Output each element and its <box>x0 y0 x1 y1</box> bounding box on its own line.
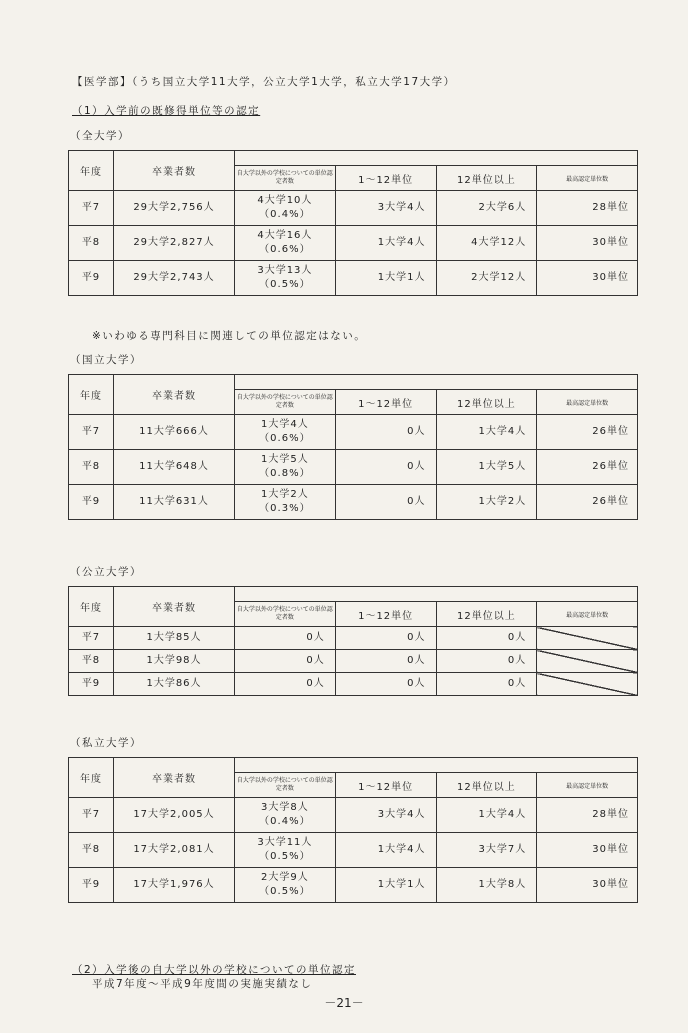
header-max-units: 最高認定単位数 <box>537 390 638 415</box>
cell-range-12-plus: 1大学2人 <box>436 485 537 520</box>
header-recognized: 自大学以外の学校についての単位認定者数 <box>235 166 336 191</box>
cell-range-1-12: 0人 <box>335 673 436 696</box>
cell-max-units: 30単位 <box>537 226 638 261</box>
cell-range-1-12: 3大学4人 <box>335 191 436 226</box>
cell-year: 平8 <box>69 226 114 261</box>
cell-recognized: 3大学13人 （0.5%） <box>235 261 336 296</box>
cell-year: 平8 <box>69 650 114 673</box>
table <box>68 586 638 696</box>
header-range-1-12: 1～12単位 <box>335 773 436 798</box>
cell-range-1-12: 1大学4人 <box>335 226 436 261</box>
table-row <box>69 868 638 903</box>
header-range-12-plus: 12単位以上 <box>436 773 537 798</box>
cell-graduates: 29大学2,827人 <box>114 226 235 261</box>
table <box>68 374 638 520</box>
cell-graduates: 29大学2,743人 <box>114 261 235 296</box>
group-label-private: （私立大学） <box>70 737 142 749</box>
cell-range-12-plus: 2大学6人 <box>436 191 537 226</box>
cell-max-units: 30単位 <box>537 868 638 903</box>
table-national-universities <box>68 374 638 520</box>
section-2-text: 平成7年度～平成9年度間の実施実績なし <box>92 978 313 990</box>
group-label-national: （国立大学） <box>70 354 142 366</box>
faculty-heading: 【医学部】（うち国立大学11大学，公立大学1大学，私立大学17大学） <box>72 76 456 88</box>
table-private-universities <box>68 757 638 903</box>
cell-graduates: 29大学2,756人 <box>114 191 235 226</box>
cell-year: 平7 <box>69 798 114 833</box>
cell-recognized: 2大学9人 （0.5%） <box>235 868 336 903</box>
cell-range-1-12: 1大学1人 <box>335 868 436 903</box>
header-recognized: 自大学以外の学校についての単位認定者数 <box>235 390 336 415</box>
cell-max-units: 30単位 <box>537 261 638 296</box>
header-graduates: 卒業者数 <box>114 151 235 191</box>
cell-range-12-plus: 1大学5人 <box>436 450 537 485</box>
table <box>68 757 638 903</box>
cell-range-1-12: 0人 <box>335 415 436 450</box>
note-text: ※いわゆる専門科目に関連しての単位認定はない。 <box>92 330 367 342</box>
table-row <box>69 191 638 226</box>
header-year: 年度 <box>69 587 114 627</box>
table <box>68 150 638 296</box>
cell-max-units: 26単位 <box>537 450 638 485</box>
page-number: －21－ <box>324 996 364 1010</box>
cell-recognized: 0人 <box>235 650 336 673</box>
cell-graduates: 17大学2,081人 <box>114 833 235 868</box>
cell-range-1-12: 1大学4人 <box>335 833 436 868</box>
table-row <box>69 226 638 261</box>
cell-recognized: 4大学16人 （0.6%） <box>235 226 336 261</box>
cell-year: 平9 <box>69 485 114 520</box>
header-year: 年度 <box>69 375 114 415</box>
table-public-universities <box>68 586 638 696</box>
table-all-universities <box>68 150 638 296</box>
cell-range-12-plus: 0人 <box>436 650 537 673</box>
table-row <box>69 650 638 673</box>
cell-graduates: 1大学85人 <box>114 627 235 650</box>
cell-range-1-12: 0人 <box>335 485 436 520</box>
cell-year: 平7 <box>69 415 114 450</box>
cell-range-1-12: 0人 <box>335 450 436 485</box>
cell-max-units: 26単位 <box>537 485 638 520</box>
header-graduates: 卒業者数 <box>114 375 235 415</box>
cell-range-12-plus: 4大学12人 <box>436 226 537 261</box>
cell-max-units: 28単位 <box>537 798 638 833</box>
table-row <box>69 798 638 833</box>
header-graduates: 卒業者数 <box>114 758 235 798</box>
table-row <box>69 415 638 450</box>
cell-range-12-plus: 0人 <box>436 627 537 650</box>
cell-max-units: 26単位 <box>537 415 638 450</box>
table-row <box>69 833 638 868</box>
cell-recognized: 3大学8人 （0.4%） <box>235 798 336 833</box>
cell-year: 平9 <box>69 868 114 903</box>
table-row <box>69 261 638 296</box>
cell-graduates: 11大学666人 <box>114 415 235 450</box>
table-row <box>69 485 638 520</box>
table-row <box>69 450 638 485</box>
cell-range-12-plus: 1大学8人 <box>436 868 537 903</box>
section-2-title: （2）入学後の自大学以外の学校についての単位認定 <box>72 964 356 976</box>
header-graduates: 卒業者数 <box>114 587 235 627</box>
header-range-1-12: 1～12単位 <box>335 390 436 415</box>
cell-max-units: 30単位 <box>537 833 638 868</box>
header-recognized: 自大学以外の学校についての単位認定者数 <box>235 773 336 798</box>
cell-max-units: 28単位 <box>537 191 638 226</box>
cell-year: 平8 <box>69 450 114 485</box>
cell-range-1-12: 0人 <box>335 650 436 673</box>
cell-max-units-empty <box>537 673 638 696</box>
cell-recognized: 1大学5人 （0.8%） <box>235 450 336 485</box>
table-row <box>69 627 638 650</box>
cell-range-12-plus: 0人 <box>436 673 537 696</box>
cell-max-units-empty <box>537 627 638 650</box>
header-range-12-plus: 12単位以上 <box>436 602 537 627</box>
cell-recognized: 0人 <box>235 673 336 696</box>
cell-max-units-empty <box>537 650 638 673</box>
cell-year: 平7 <box>69 191 114 226</box>
cell-graduates: 1大学98人 <box>114 650 235 673</box>
cell-range-12-plus: 2大学12人 <box>436 261 537 296</box>
cell-graduates: 1大学86人 <box>114 673 235 696</box>
header-year: 年度 <box>69 758 114 798</box>
cell-range-12-plus: 1大学4人 <box>436 415 537 450</box>
header-range-1-12: 1～12単位 <box>335 602 436 627</box>
cell-graduates: 17大学2,005人 <box>114 798 235 833</box>
header-year: 年度 <box>69 151 114 191</box>
header-range-12-plus: 12単位以上 <box>436 390 537 415</box>
cell-recognized: 1大学4人 （0.6%） <box>235 415 336 450</box>
header-range-12-plus: 12単位以上 <box>436 166 537 191</box>
cell-range-1-12: 1大学1人 <box>335 261 436 296</box>
cell-recognized: 1大学2人 （0.3%） <box>235 485 336 520</box>
header-max-units: 最高認定単位数 <box>537 166 638 191</box>
cell-range-12-plus: 3大学7人 <box>436 833 537 868</box>
cell-recognized: 3大学11人 （0.5%） <box>235 833 336 868</box>
cell-recognized: 4大学10人 （0.4%） <box>235 191 336 226</box>
cell-graduates: 11大学648人 <box>114 450 235 485</box>
cell-year: 平9 <box>69 673 114 696</box>
cell-range-12-plus: 1大学4人 <box>436 798 537 833</box>
header-max-units: 最高認定単位数 <box>537 773 638 798</box>
section-1-title: （1）入学前の既修得単位等の認定 <box>72 105 261 117</box>
cell-year: 平8 <box>69 833 114 868</box>
table-row <box>69 673 638 696</box>
group-label-all: （全大学） <box>70 130 130 142</box>
header-max-units: 最高認定単位数 <box>537 602 638 627</box>
cell-graduates: 17大学1,976人 <box>114 868 235 903</box>
cell-year: 平7 <box>69 627 114 650</box>
header-recognized: 自大学以外の学校についての単位認定者数 <box>235 602 336 627</box>
cell-year: 平9 <box>69 261 114 296</box>
cell-range-1-12: 0人 <box>335 627 436 650</box>
cell-range-1-12: 3大学4人 <box>335 798 436 833</box>
cell-recognized: 0人 <box>235 627 336 650</box>
group-label-public: （公立大学） <box>70 566 142 578</box>
cell-graduates: 11大学631人 <box>114 485 235 520</box>
header-range-1-12: 1～12単位 <box>335 166 436 191</box>
